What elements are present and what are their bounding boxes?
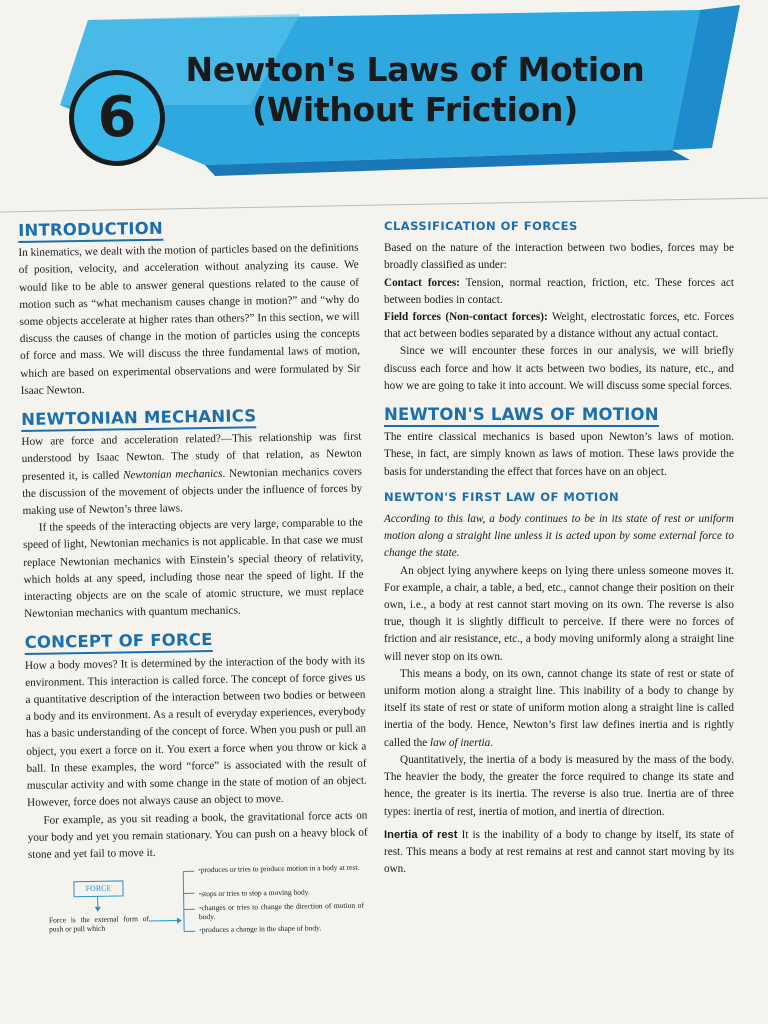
right-column — [384, 218, 734, 878]
chapter-title — [180, 50, 650, 130]
classification-heading: CLASSIFICATION OF FORCES — [384, 219, 578, 233]
inertia-of-rest-paragraph: Inertia of rest It is the inability of a body to change by itself, its state of rest. This means a body at rest remains at rest and cannot start moving by its own. — [384, 828, 734, 876]
chapter-number-badge: 6 — [69, 70, 165, 166]
force-box-label: FORCE — [73, 881, 123, 898]
concept-of-force-heading: CONCEPT OF FORCE — [24, 629, 364, 652]
force-effect-item: •stops or tries to stop a moving body. — [198, 887, 310, 899]
classification-paragraph: Based on the nature of the interaction between two bodies, forces may be broadly classified as under: — [384, 242, 734, 272]
laws-paragraph: The entire classical mechanics is based upon Newton’s laws of motion. These, in fact, are simply known as laws of motion. These laws provide the basis for understanding the effect that forces have on an object. — [384, 431, 734, 478]
newtonian-mechanics-heading: NEWTONIAN MECHANICS — [21, 406, 361, 429]
introduction-paragraph: In kinematics, we dealt with the motion of particles based on the definitions of position, velocity, and acceleration without analyzing its cause. We would like to be able to answer general questions related to the cause of motion such as “what mechanism causes change in motion?” and “why do some objects accelerate at higher rates than others?” In this section, we will discuss the causes of change in the motion of particles using the concepts of force and mass. We will discuss the three fundamental laws of motion, which are based on experimental observations and were formulated by Sir Isaac Newton. — [18, 241, 361, 397]
field-forces-paragraph: Field forces (Non-contact forces): Weight, electrostatic forces, etc. Forces that act between bodies separated by a distance without any actual contact. — [384, 311, 735, 341]
first-law-heading: NEWTON'S FIRST LAW OF MOTION — [384, 489, 620, 504]
introduction-heading: INTRODUCTION — [18, 217, 358, 240]
force-effect-item: •changes or tries to change the direction of motion of body. — [198, 900, 364, 922]
left-column — [18, 217, 369, 948]
first-law-paragraph-2: This means a body, on its own, cannot change its state of rest or state of uniform motion along a straight line. This inability of a body to change by itself its state of rest or state of uniform motion along a straight line is called inertia of the body. Hence, Newton’s first law defines inertia and is rightly called the law of inertia. — [384, 667, 734, 749]
first-law-statement: According to this law, a body continues to be in its state of rest or uniform motion along a straight line unless it is acted upon by some external force to change the state. — [384, 513, 734, 560]
chapter-title-line-2: (Without Friction) — [251, 90, 578, 129]
concept-paragraph-1: How a body moves? It is determined by the interaction of the body with its environment. This interaction is called force. The concept of force gives us a quantitative description of the interaction between two bodies or between a body and its environment. As a result of everyday experiences, everybody has a basic understanding of the concept of force. When you push or pull an object, you exert a force on it. You exert a force when you throw or kick a ball. In these examples, the word “force” is associated with the result of muscular activity and with some change in the state of motion of an object. However, force does not always cause an object to move. — [24, 654, 367, 810]
newtonian-paragraph-2: If the speeds of the interacting objects are very large, comparable to the speed of light, Newtonian mechanics is not applicable. In that case we must replace Newtonian mechanics with Einstein’s special theory of relativity, which holds at any speed, including those near the speed of light. If the interacting objects are on the scale of atomic structure, we must replace Newtonian mechanics with quantum mechanics. — [22, 516, 364, 621]
concept-paragraph-2: For example, as you sit reading a book, the gravitational force acts on your body and yet you remain stationary. You can push on a heavy block of stone and yet fail to move it. — [27, 809, 368, 861]
force-effect-item: •produces or tries to produce motion in a body at rest. — [198, 862, 360, 875]
first-law-paragraph-3: Quantitatively, the inertia of a body is measured by the mass of the body. The heavier the body, the greater the force required to change its state and hence, the greater is its inertia. The reverse is also true. Inertia are of three types: inertia of rest, inertia of motion, and inertia of direction. — [384, 753, 734, 818]
newtons-laws-heading: NEWTON'S LAWS OF MOTION — [384, 406, 734, 423]
contact-forces-paragraph: Contact forces: Tension, normal reaction, friction, etc. These forces act between bodies in contact. — [384, 276, 735, 306]
force-diagram-caption: Force is the external form of push or pull which — [48, 914, 150, 934]
first-law-paragraph-1: An object lying anywhere keeps on lying there unless someone moves it. For example, a chair, a table, a bed, etc., cannot change their position on their own, i.e., a body at rest cannot start moving on its own. The reverse is also true, though it is slightly difficult to perceive. If there were no forces of friction and air resistance, etc., a body moving uniformly along a straight line will never stop on its own. — [384, 564, 734, 663]
force-diagram — [28, 863, 369, 948]
force-effect-item: •produces a change in the shape of body. — [199, 923, 322, 935]
newtonian-paragraph-1: How are force and acceleration related?—This relationship was first understood by Isaac Newton. The study of that relation, as Newton presented it, is called Newtonian mechanics. Newtonian mechanics covers the discussion of the movement of objects under the influence of forces by making use of Newton’s three laws. — [21, 430, 363, 518]
chapter-title-line-1: Newton's Laws of Motion — [185, 50, 645, 89]
classification-paragraph-2: Since we will encounter these forces in our analysis, we will briefly discuss each force and how it acts between two bodies, its nature, etc., and how we are going to take it into account. We will discuss some special forces. — [384, 345, 734, 392]
